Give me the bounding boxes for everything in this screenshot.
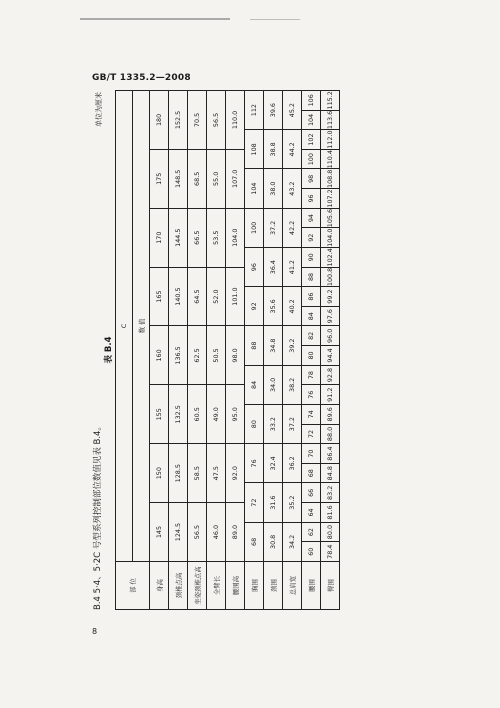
table-cell: 98 [302, 169, 321, 189]
table-row [245, 91, 264, 610]
table-cell: 148.5 [169, 149, 188, 208]
scan-artifact [80, 18, 230, 20]
table-cell: 88.0 [321, 424, 340, 444]
table-cell: 36.2 [283, 444, 302, 483]
table-cell: 106 [302, 91, 321, 111]
table-cell: 43.2 [283, 169, 302, 208]
table-cell: 92.0 [226, 444, 245, 503]
table-cell: 60.5 [188, 385, 207, 444]
table-cell: 96 [302, 189, 321, 209]
table-cell: 64 [302, 503, 321, 523]
table-cell: 30.8 [264, 522, 283, 561]
table-cell: 112 [245, 91, 264, 130]
table-cell: 70.5 [188, 91, 207, 150]
table-cell: 95.0 [226, 385, 245, 444]
table-cell: 92 [245, 287, 264, 326]
table-cell: 175 [150, 149, 169, 208]
table-cell: 100 [302, 149, 321, 169]
table-cell: 39.2 [283, 326, 302, 365]
table-cell: 37.2 [264, 208, 283, 247]
table-cell: 80.0 [321, 522, 340, 542]
table-cell: 128.5 [169, 444, 188, 503]
table-cell: 80 [302, 346, 321, 366]
row-label: 胸围 [245, 562, 264, 610]
table-cell: 45.2 [283, 91, 302, 130]
table-cell: 140.5 [169, 267, 188, 326]
table-cell: 44.2 [283, 130, 302, 169]
table-cell: 105.6 [321, 208, 340, 228]
table-cell: 34.2 [283, 522, 302, 561]
table-cell: 68.5 [188, 149, 207, 208]
standard-number: GB/T 1335.2—2008 [92, 73, 191, 83]
header-c: C [116, 91, 133, 562]
table-cell: 72 [302, 424, 321, 444]
row-label: 颈围 [264, 562, 283, 610]
table-cell: 56.5 [207, 91, 226, 150]
table-cell: 83.2 [321, 483, 340, 503]
table-row [150, 91, 169, 610]
page-number: 8 [92, 627, 98, 636]
table-cell: 92.8 [321, 365, 340, 385]
table-cell: 84.8 [321, 463, 340, 483]
rotated-content [91, 90, 335, 610]
table-cell: 74 [302, 405, 321, 425]
table-cell: 136.5 [169, 326, 188, 385]
row-label: 坐姿颈椎点高 [188, 562, 207, 610]
table-cell: 124.5 [169, 503, 188, 562]
table-cell: 49.0 [207, 385, 226, 444]
table-cell: 66.5 [188, 208, 207, 267]
table-cell: 41.2 [283, 248, 302, 287]
table-cell: 100.8 [321, 267, 340, 287]
table-cell: 38.2 [283, 365, 302, 404]
table-cell: 35.2 [283, 483, 302, 522]
table-cell: 96 [245, 248, 264, 287]
table-cell: 94 [302, 208, 321, 228]
table-cell: 89.0 [226, 503, 245, 562]
table-cell: 58.5 [188, 444, 207, 503]
table-cell: 84 [245, 365, 264, 404]
table-cell: 50.5 [207, 326, 226, 385]
table-cell: 160 [150, 326, 169, 385]
table-cell: 32.4 [264, 444, 283, 483]
table-cell: 170 [150, 208, 169, 267]
table-cell: 86.4 [321, 444, 340, 464]
table-cell: 144.5 [169, 208, 188, 267]
table-cell: 68 [245, 522, 264, 561]
table-body [150, 91, 340, 610]
table-cell: 98.0 [226, 326, 245, 385]
table-cell: 34.8 [264, 326, 283, 365]
table-cell: 60 [302, 542, 321, 562]
table-cell: 68 [302, 463, 321, 483]
table-cell: 40.2 [283, 287, 302, 326]
table-cell: 104.0 [226, 208, 245, 267]
table-cell: 102 [302, 130, 321, 150]
table-cell: 81.6 [321, 503, 340, 523]
table-cell: 66 [302, 483, 321, 503]
table-cell: 110.0 [226, 91, 245, 150]
table-row [226, 91, 245, 610]
table-cell: 94.4 [321, 346, 340, 366]
table-title: 表 B.4 [104, 336, 114, 364]
table-cell: 78 [302, 365, 321, 385]
row-label: 全臂长 [207, 562, 226, 610]
table-cell: 150 [150, 444, 169, 503]
table-cell: 152.5 [169, 91, 188, 150]
table-cell: 89.6 [321, 405, 340, 425]
units-note: 单位为厘米 [95, 92, 103, 127]
table-cell: 88 [302, 267, 321, 287]
table-cell: 76 [245, 444, 264, 483]
table-row [207, 91, 226, 610]
table-cell: 37.2 [283, 405, 302, 444]
table-cell: 108 [245, 130, 264, 169]
table-cell: 86 [302, 287, 321, 307]
table-cell: 35.6 [264, 287, 283, 326]
table-cell: 78.4 [321, 542, 340, 562]
table-cell: 62 [302, 522, 321, 542]
table-cell: 104 [302, 110, 321, 130]
table-cell: 42.2 [283, 208, 302, 247]
table-cell: 155 [150, 385, 169, 444]
table-cell: 113.6 [321, 110, 340, 130]
row-label: 腰围 [302, 562, 321, 610]
table-cell: 99.2 [321, 287, 340, 307]
table-cell: 47.5 [207, 444, 226, 503]
table-cell: 46.0 [207, 503, 226, 562]
table-row [302, 91, 321, 610]
table-row [188, 91, 207, 610]
table-cell: 39.6 [264, 91, 283, 130]
table-cell: 92 [302, 228, 321, 248]
table-cell: 165 [150, 267, 169, 326]
table-cell: 112.0 [321, 130, 340, 150]
table-cell: 38.8 [264, 130, 283, 169]
table-cell: 107.0 [226, 149, 245, 208]
header-part: 部 位 [116, 562, 150, 610]
table-cell: 100 [245, 208, 264, 247]
table-cell: 91.2 [321, 385, 340, 405]
table-cell: 52.0 [207, 267, 226, 326]
table-cell: 84 [302, 306, 321, 326]
scan-artifact [250, 19, 300, 20]
table-cell: 34.0 [264, 365, 283, 404]
table-cell: 110.4 [321, 149, 340, 169]
row-label: 腰围高 [226, 562, 245, 610]
table-cell: 64.5 [188, 267, 207, 326]
table-cell: 53.5 [207, 208, 226, 267]
table-cell: 132.5 [169, 385, 188, 444]
table-cell: 33.2 [264, 405, 283, 444]
table-cell: 104 [245, 169, 264, 208]
table-cell: 72 [245, 483, 264, 522]
table-cell: 82 [302, 326, 321, 346]
section-caption: B.4 5·4、5·2C 号型系列控制部位数值见表 B.4。 [93, 422, 103, 610]
table-row [283, 91, 302, 610]
table-row [321, 91, 340, 610]
table-cell: 88 [245, 326, 264, 365]
table-cell: 115.2 [321, 91, 340, 111]
row-label: 总肩宽 [283, 562, 302, 610]
table-cell: 90 [302, 248, 321, 268]
table-cell: 36.4 [264, 248, 283, 287]
table-cell: 56.5 [188, 503, 207, 562]
row-label: 身高 [150, 562, 169, 610]
table-cell: 70 [302, 444, 321, 464]
table-cell: 180 [150, 91, 169, 150]
row-label: 臀围 [321, 562, 340, 610]
table-cell: 145 [150, 503, 169, 562]
table-cell: 38.0 [264, 169, 283, 208]
table-cell: 55.0 [207, 149, 226, 208]
table-cell: 108.8 [321, 169, 340, 189]
table-row [169, 91, 188, 610]
table-cell: 102.4 [321, 248, 340, 268]
table-cell: 97.6 [321, 306, 340, 326]
header-values: 数 值 [133, 91, 150, 562]
table-cell: 80 [245, 405, 264, 444]
table-cell: 96.0 [321, 326, 340, 346]
table-cell: 107.2 [321, 189, 340, 209]
table-cell: 62.5 [188, 326, 207, 385]
table-row [264, 91, 283, 610]
row-label: 颈椎点高 [169, 562, 188, 610]
table-cell: 76 [302, 385, 321, 405]
table-cell: 104.0 [321, 228, 340, 248]
size-table [115, 90, 340, 610]
table-cell: 31.6 [264, 483, 283, 522]
table-cell: 101.0 [226, 267, 245, 326]
